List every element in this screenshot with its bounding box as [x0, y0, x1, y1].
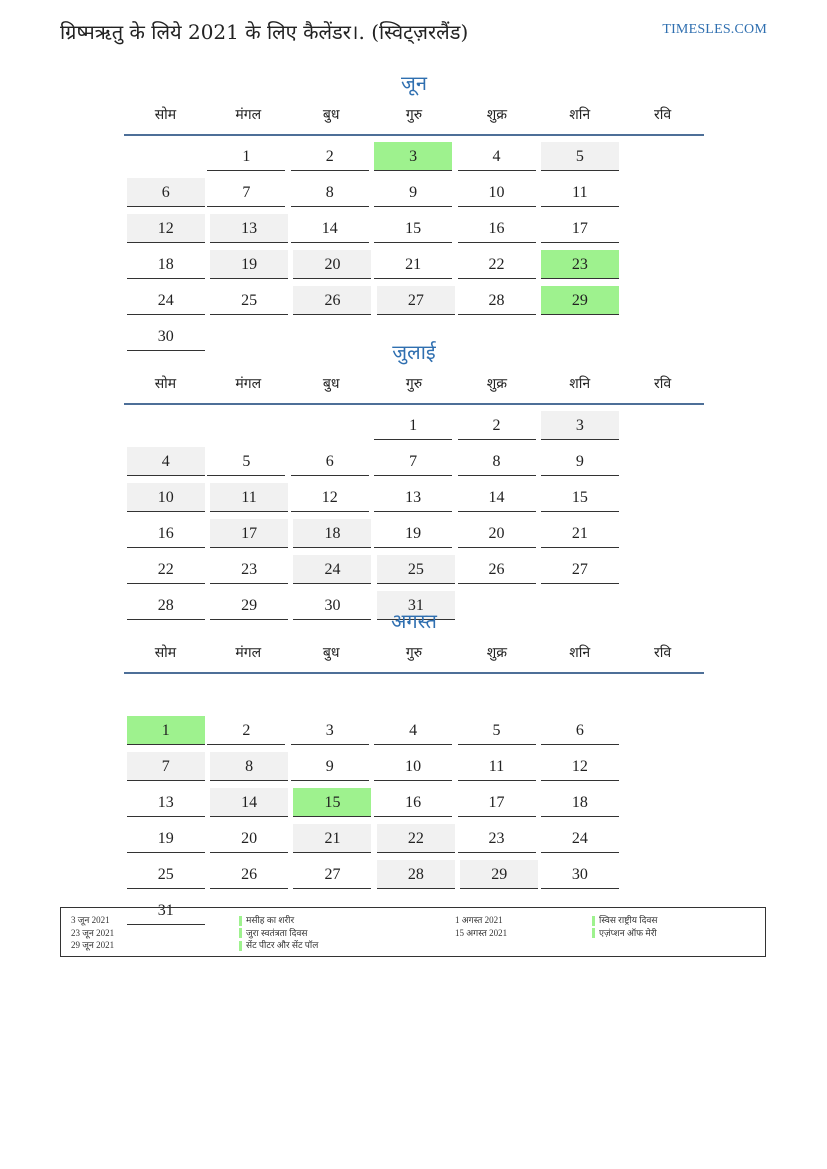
empty-cell	[541, 680, 619, 709]
day-cell: 19	[374, 519, 452, 548]
day-cell: 25	[127, 860, 205, 889]
day-cell: 3	[541, 411, 619, 440]
weekday-label: सोम	[154, 645, 177, 661]
weekday-label: रवि	[654, 376, 672, 392]
weekday-label: मंगल	[235, 645, 262, 661]
holiday-marker-icon	[239, 928, 242, 938]
holiday-marker-icon	[239, 941, 242, 951]
holiday-day-cell: 29	[541, 286, 619, 315]
legend-holiday-name: स्विस राष्ट्रीय दिवस	[599, 915, 658, 925]
day-cell: 8	[210, 752, 288, 781]
holiday-marker-icon	[239, 916, 242, 926]
weekday-label: शुक्र	[486, 107, 507, 123]
day-cell: 19	[210, 250, 288, 279]
day-cell: 31	[377, 591, 455, 620]
weekday-label: बुध	[322, 645, 340, 661]
day-cell: 24	[293, 555, 371, 584]
legend-holiday-name: सेंट पीटर और सेंट पॉल	[246, 940, 319, 950]
weekday-label: गुरु	[405, 107, 423, 123]
day-cell: 9	[541, 447, 619, 476]
weekday-label: शुक्र	[486, 645, 507, 661]
day-cell: 22	[458, 250, 536, 279]
day-cell: 11	[210, 483, 288, 512]
month-block	[124, 68, 704, 358]
weekday-label: गुरु	[405, 645, 423, 661]
weekday-label: बुध	[322, 107, 340, 123]
weekday-label: मंगल	[235, 107, 262, 123]
day-cell: 23	[458, 824, 536, 853]
weekday-label: शनि	[569, 107, 591, 123]
day-cell: 7	[127, 752, 205, 781]
day-cell: 31	[127, 896, 205, 925]
day-grid	[124, 136, 704, 358]
legend-holiday	[239, 939, 318, 952]
day-cell: 8	[291, 178, 369, 207]
legend-date: 1 अगस्त 2021	[455, 915, 503, 925]
day-cell: 18	[293, 519, 371, 548]
day-cell: 28	[377, 860, 455, 889]
day-cell: 7	[207, 178, 285, 207]
day-cell: 26	[458, 555, 536, 584]
empty-cell	[374, 680, 452, 709]
day-cell: 6	[541, 716, 619, 745]
day-cell: 10	[127, 483, 205, 512]
day-cell: 5	[458, 716, 536, 745]
weekday-label: गुरु	[405, 376, 423, 392]
empty-cell	[458, 680, 536, 709]
legend-date: 3 जून 2021	[71, 915, 110, 925]
day-cell: 12	[127, 214, 205, 243]
month-name: अगस्त	[391, 609, 437, 633]
legend-holiday	[239, 914, 318, 927]
empty-cell	[291, 411, 369, 440]
legend-holiday-name: जुरा स्वतंत्रता दिवस	[246, 927, 308, 938]
day-cell: 13	[210, 214, 288, 243]
day-cell: 16	[127, 519, 205, 548]
day-cell: 28	[127, 591, 205, 620]
day-cell: 13	[127, 788, 205, 817]
day-cell: 12	[291, 483, 369, 512]
day-cell: 8	[458, 447, 536, 476]
legend-names-right	[592, 914, 657, 939]
empty-cell	[124, 680, 202, 709]
holiday-day-cell: 1	[127, 716, 205, 745]
legend-date: 23 जून 2021	[71, 927, 115, 938]
legend-date: 29 जून 2021	[71, 940, 115, 950]
day-cell: 27	[293, 860, 371, 889]
day-cell: 5	[541, 142, 619, 171]
day-cell: 24	[541, 824, 619, 853]
legend-holiday-name: एज़ंप्शन ऑफ मेरी	[599, 927, 657, 938]
day-cell: 4	[458, 142, 536, 171]
day-cell: 28	[458, 286, 536, 315]
legend-holiday	[592, 927, 657, 940]
day-cell: 27	[541, 555, 619, 584]
day-cell: 16	[374, 788, 452, 817]
day-cell: 27	[377, 286, 455, 315]
empty-cell	[291, 680, 369, 709]
weekday-label: मंगल	[235, 376, 262, 392]
day-cell: 16	[458, 214, 536, 243]
holiday-marker-icon	[592, 916, 595, 926]
day-cell: 4	[374, 716, 452, 745]
day-cell: 12	[541, 752, 619, 781]
day-cell: 24	[127, 286, 205, 315]
month-name: जून	[401, 71, 427, 95]
day-cell: 6	[291, 447, 369, 476]
empty-cell	[124, 142, 202, 171]
day-cell: 7	[374, 447, 452, 476]
day-cell: 13	[374, 483, 452, 512]
day-cell: 6	[127, 178, 205, 207]
day-cell: 25	[377, 555, 455, 584]
empty-cell	[207, 680, 285, 709]
day-cell: 1	[374, 411, 452, 440]
day-cell: 20	[293, 250, 371, 279]
day-grid	[124, 405, 704, 627]
day-cell: 25	[210, 286, 288, 315]
day-cell: 14	[458, 483, 536, 512]
empty-cell	[207, 411, 285, 440]
page-title: ग्रिष्मऋतु के लिये 2021 के लिए कैलेंडर।. (स्विट्ज़रलैंड)	[60, 20, 469, 44]
day-cell: 17	[541, 214, 619, 243]
day-grid	[124, 674, 704, 932]
day-cell: 5	[207, 447, 285, 476]
day-cell: 14	[291, 214, 369, 243]
day-cell: 21	[293, 824, 371, 853]
day-cell: 26	[293, 286, 371, 315]
day-cell: 18	[127, 250, 205, 279]
month-name: जुलाई	[392, 340, 436, 364]
day-cell: 11	[541, 178, 619, 207]
weekday-label: शनि	[569, 376, 591, 392]
day-cell: 26	[210, 860, 288, 889]
day-cell: 2	[291, 142, 369, 171]
holiday-day-cell: 15	[293, 788, 371, 817]
weekday-label: बुध	[322, 376, 340, 392]
day-cell: 14	[210, 788, 288, 817]
day-cell: 10	[374, 752, 452, 781]
day-cell: 10	[458, 178, 536, 207]
month-block	[124, 606, 704, 932]
legend-names-left	[239, 914, 318, 952]
brand-link[interactable]: TIMESLES.COM	[662, 22, 767, 37]
holiday-legend	[60, 907, 766, 957]
weekday-label: शुक्र	[486, 376, 507, 392]
day-cell: 17	[210, 519, 288, 548]
day-cell: 9	[291, 752, 369, 781]
day-cell: 22	[127, 555, 205, 584]
empty-cell	[124, 411, 202, 440]
day-cell: 15	[374, 214, 452, 243]
legend-dates-left	[71, 914, 114, 952]
holiday-day-cell: 23	[541, 250, 619, 279]
day-cell: 11	[458, 752, 536, 781]
day-cell: 9	[374, 178, 452, 207]
weekday-header	[124, 641, 704, 665]
day-cell: 1	[207, 142, 285, 171]
day-cell: 23	[210, 555, 288, 584]
day-cell: 21	[541, 519, 619, 548]
day-cell: 19	[127, 824, 205, 853]
day-cell: 20	[458, 519, 536, 548]
legend-holiday	[592, 914, 657, 927]
day-cell: 17	[458, 788, 536, 817]
holiday-marker-icon	[592, 928, 595, 938]
weekday-label: सोम	[154, 107, 177, 123]
day-cell: 29	[210, 591, 288, 620]
day-cell: 30	[293, 591, 371, 620]
weekday-label: रवि	[654, 107, 672, 123]
day-cell: 2	[207, 716, 285, 745]
legend-date: 15 अगस्त 2021	[455, 927, 508, 938]
holiday-day-cell: 3	[374, 142, 452, 171]
day-cell: 3	[291, 716, 369, 745]
day-cell: 4	[127, 447, 205, 476]
weekday-header	[124, 372, 704, 396]
weekday-header	[124, 103, 704, 127]
weekday-label: सोम	[154, 376, 177, 392]
weekday-label: शनि	[569, 645, 591, 661]
legend-holiday-name: मसीह का शरीर	[246, 915, 295, 925]
weekday-label: रवि	[654, 645, 672, 661]
day-cell: 2	[458, 411, 536, 440]
day-cell: 22	[377, 824, 455, 853]
legend-holiday	[239, 927, 318, 940]
month-block	[124, 337, 704, 627]
day-cell: 30	[541, 860, 619, 889]
day-cell: 21	[374, 250, 452, 279]
day-cell: 20	[210, 824, 288, 853]
day-cell: 15	[541, 483, 619, 512]
day-cell: 18	[541, 788, 619, 817]
day-cell: 30	[127, 322, 205, 351]
day-cell: 29	[460, 860, 538, 889]
legend-dates-right	[455, 914, 507, 939]
